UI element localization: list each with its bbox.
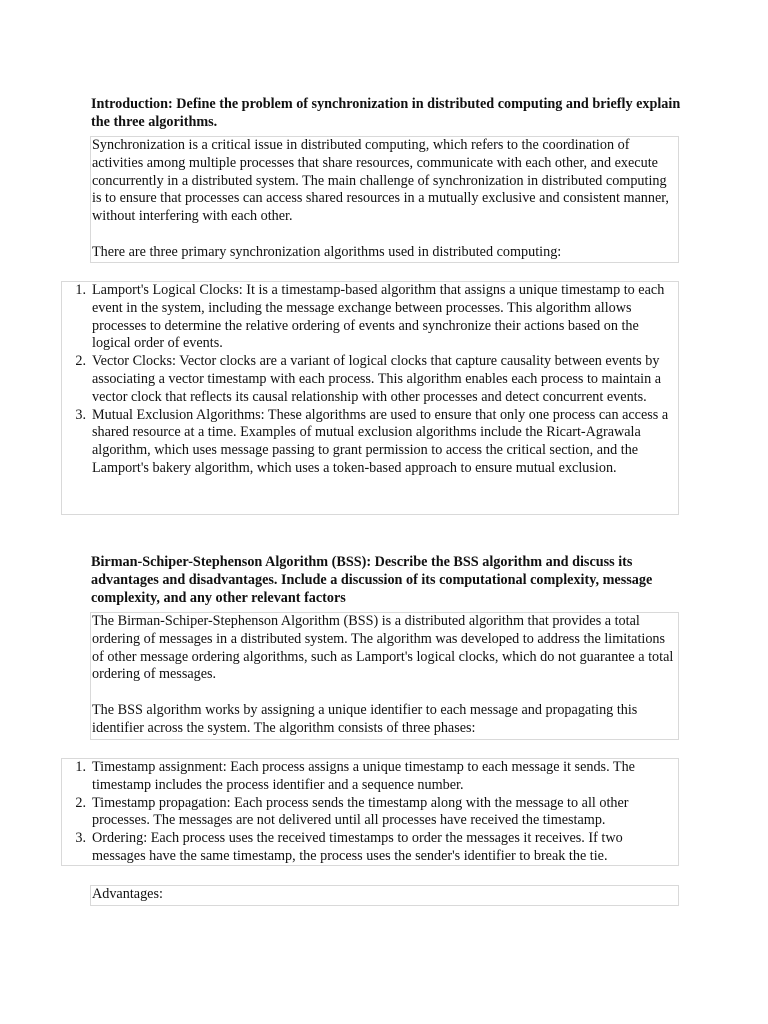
advantages-block — [90, 885, 679, 906]
list-item-number: 3. — [75, 830, 86, 847]
intro-text-block — [90, 136, 679, 263]
list-item — [62, 759, 678, 795]
list-item-number: 3. — [75, 406, 86, 423]
list-item — [62, 282, 678, 353]
algorithms-list — [62, 282, 678, 478]
list-item — [62, 795, 678, 831]
advantages-label: Advantages: — [92, 886, 163, 902]
bss-intro-paragraph: The Birman-Schiper-Stephenson Algorithm (BSS) is a distributed algorithm that provides a total ordering of messages in a distributed system. The algorithm was developed to address the limitations of other message ordering algorithms, such as Lamport's logical clocks, which do not guarantee a total ordering of messages. — [92, 613, 674, 683]
algorithms-intro-paragraph: There are three primary synchronization algorithms used in distributed computing: — [92, 243, 562, 260]
section-heading-bss: Birman-Schiper-Stephenson Algorithm (BSS): Describe the BSS algorithm and discuss its advantages and disadvantages. Include a discussion of its computational complexity, message complexity, and any other relevant factors — [91, 554, 653, 606]
list-item-text: Lamport's Logical Clocks: It is a timestamp-based algorithm that assigns a unique timestamp to each event in the system, including the message exchange between processes. This algorithm allows processes to determine the relative ordering of events and synchronize their actions based on the logical order of events. — [92, 282, 665, 352]
list-item-text: Timestamp assignment: Each process assigns a unique timestamp to each message it sends. The timestamp includes the process identifier and a sequence number. — [92, 759, 635, 793]
bss-text-block — [90, 612, 679, 740]
list-item-number: 1. — [75, 759, 86, 775]
list-item-text: Timestamp propagation: Each process sends the timestamp along with the message to all other processes. The messages are not delivered until all processes have received the timestamp. — [92, 794, 629, 829]
list-item — [62, 407, 678, 478]
bss-phases-list-block — [61, 758, 679, 866]
intro-paragraph: Synchronization is a critical issue in distributed computing, which refers to the coordination of activities among multiple processes that share resources, communicate with each other, and execute concurrently in a distributed system. The main challenge of synchronization in distributed computing is to ensure that processes can access shared resources in a mutually exclusive and consistent manner, without interfering with each other. — [92, 137, 669, 225]
list-item-number: 2. — [75, 353, 86, 370]
bss-phases-paragraph: The BSS algorithm works by assigning a unique identifier to each message and propagating this identifier across the system. The algorithm consists of three phases: — [92, 701, 638, 736]
list-item-text: Vector Clocks: Vector clocks are a variant of logical clocks that capture causality between events by associating a vector timestamp with each process. This algorithm enables each process to maintain a vector clock that reflects its causal relationship with other processes and detect concurrent events. — [92, 353, 662, 405]
list-item — [62, 830, 678, 866]
list-item — [62, 353, 678, 406]
list-item-text: Mutual Exclusion Algorithms: These algorithms are used to ensure that only one process can access a shared resource at a time. Examples of mutual exclusion algorithms include the Ricart-Agrawala algorithm, which uses message passing to grant permission to access the critical section, and the Lamport's bakery algorithm, which uses a token-based approach to ensure mutual exclusion. — [92, 406, 669, 476]
algorithms-list-block — [61, 281, 679, 515]
list-item-text: Ordering: Each process uses the received timestamps to order the messages it receives. If two messages have the same timestamp, the process uses the sender's identifier to break the tie. — [92, 830, 623, 864]
bss-phases-list — [62, 759, 678, 866]
list-item-number: 2. — [75, 794, 86, 811]
section-heading-introduction: Introduction: Define the problem of synchronization in distributed computing and briefly explain the three algorithms. — [91, 96, 681, 130]
list-item-number: 1. — [75, 282, 86, 298]
